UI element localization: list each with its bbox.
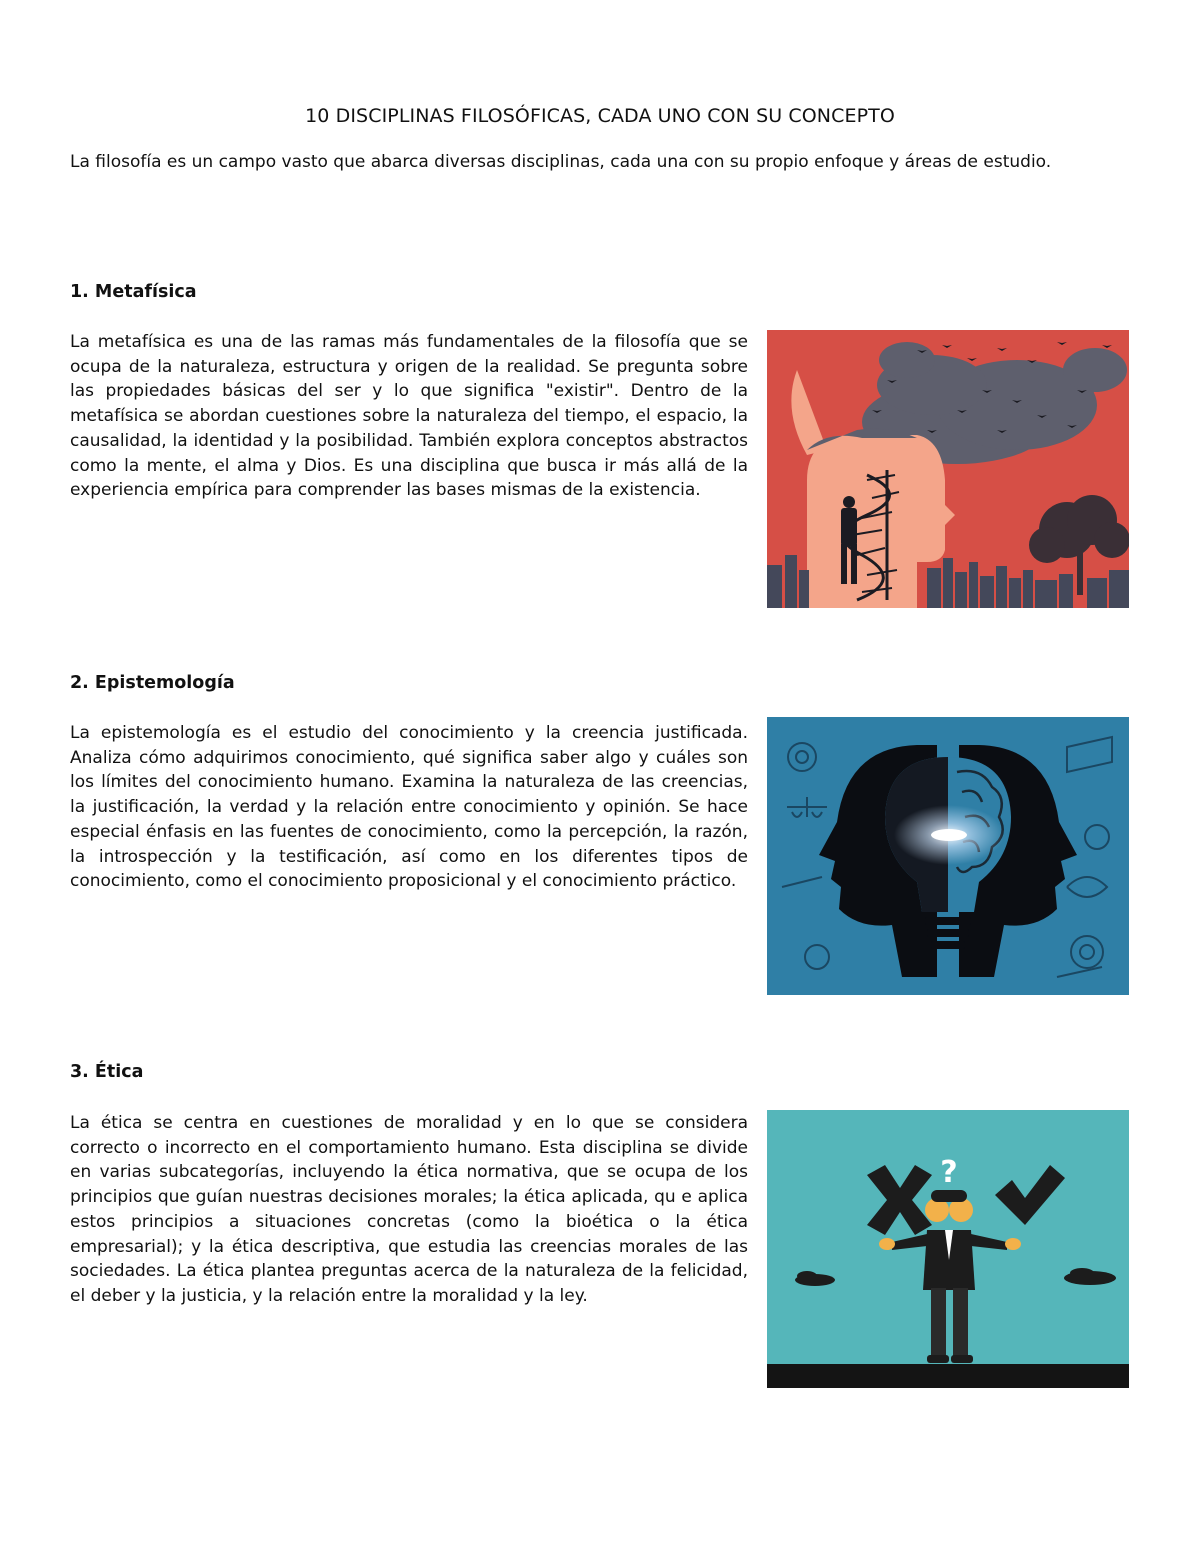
section-heading-metafisica: 1. Metafísica [70,282,197,302]
head-staircase-illustration-icon [767,330,1129,608]
intro-paragraph: La filosofía es un campo vasto que abarca diversas disciplinas, cada una con su propio enfoque y áreas de estudio. [70,152,1052,172]
section-heading-etica: 3. Ética [70,1062,144,1082]
section-text-epistemologia: La epistemología es el estudio del conocimiento y la creencia justificada. Analiza cómo adquirimos conocimiento, qué significa saber algo y cuáles son los límites del conocimiento humano. Examina la naturaleza de las creencias, la justificación, la verdad y la relación entre conocimiento y opinión. Se hace especial énfasis en las fuentes de conocimiento, como la percepción, la razón, la introspección y la testificación, así como en los diferentes tipos de conocimiento, como el conocimiento proposicional y el conocimiento práctico. [70,723,748,892]
section-text-etica: La ética se centra en cuestiones de moralidad y en lo que se considera correcto o incorrecto en el comportamiento humano. Esta disciplina se divide en varias subcategorías, incluyendo la ética normativa, que se ocupa de los principios que guían nuestras decisiones morales; la ética aplicada, qu e aplica estos principios a situaciones concretas (como la bioética o la ética empresarial); y la ética descriptiva, que estudia las creencias morales de las sociedades. La ética plantea preguntas acerca de la naturaleza de la felicidad, el deber y la justicia, y la relación entre la moralidad y la ley. [70,1113,748,1306]
svg-text:?: ? [940,1155,958,1190]
businessman-dilemma-illustration-icon [767,1110,1129,1388]
metafisica-image [767,330,1129,608]
etica-image [767,1110,1129,1388]
section-text-metafisica: La metafísica es una de las ramas más fundamentales de la filosofía que se ocupa de la naturaleza, estructura y origen de la realidad. Se pregunta sobre las propiedades básicas del ser y lo que significa "existir". Dentro de la metafísica se abordan cuestiones sobre la naturaleza del tiempo, el espacio, la causalidad, la identidad y la posibilidad. También explora conceptos abstractos como la mente, el alma y Dios. Es una disciplina que busca ir más allá de la experiencia empírica para comprender las bases mismas de la existencia. [70,332,748,501]
epistemologia-image [767,717,1129,995]
section-heading-epistemologia: 2. Epistemología [70,673,235,693]
page-title: 10 DISCIPLINAS FILOSÓFICAS, CADA UNO CON SU CONCEPTO [305,104,895,127]
lightbulb-brain-illustration-icon [767,717,1129,995]
